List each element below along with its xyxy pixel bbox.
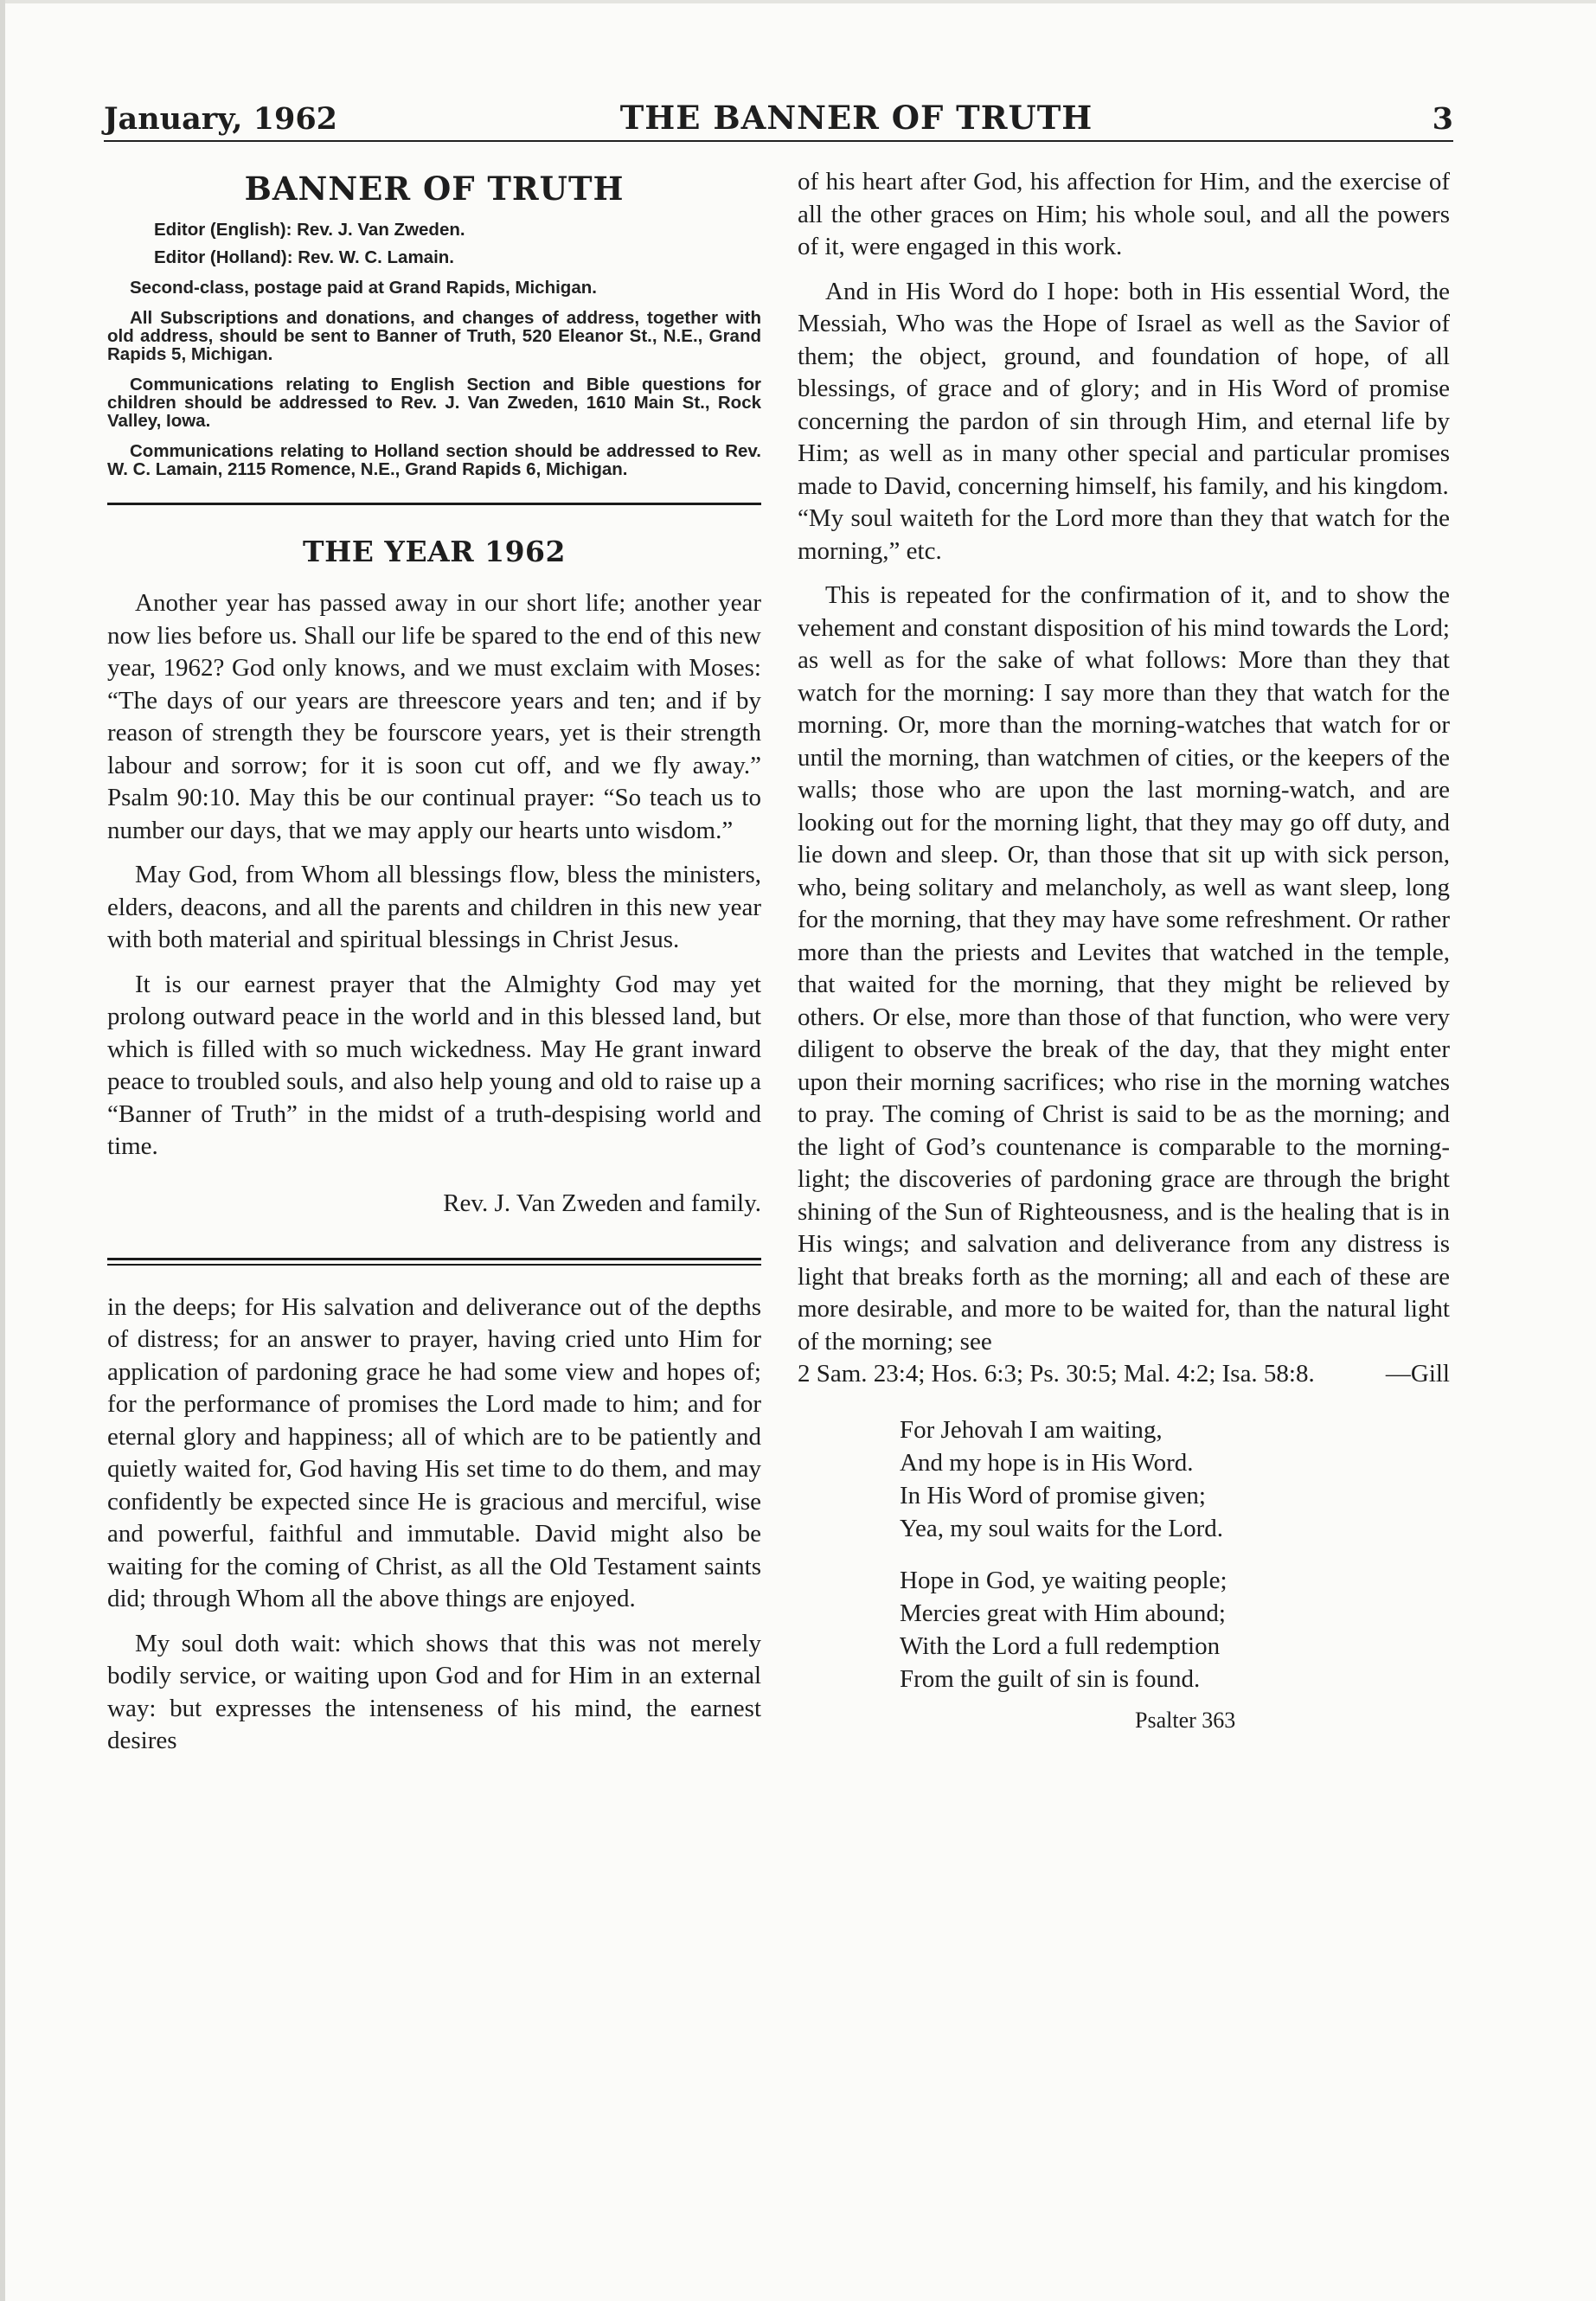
- poem-line: Mercies great with Him abound;: [900, 1599, 1226, 1627]
- commentary-paragraph: This is repeated for the confirmation of it, and to show the vehement and constant disposition of his mind towards the Lord; as well as for the sake of what follows: More than they that watch for the morning: I say more than they that watch for the morning. Or, more than the morning-watches that watch for or until the morning, than watchmen of cities, or the keepers of the walls; those who are upon the last morning-watch, and are looking out for the morning light, that they may go off duty, and lie down and sleep. Or, than those that sit up with sick person, who, being solitary and melancholy, as well as want sleep, long for the morning, that they may have some refreshment. Or rather more than the priests and Levites that watched in the temple, that waited for the morning, that they might be relieved by others. Or else, more than those of that function, who were very diligent to observe the break of the day, that they might enter upon their morning sacrifices; who rise in the morning watches to pray. The coming of Christ is said to be as the morning; and the light of God’s countenance is comparable to the morning-light; the discoveries of pardoning grace are through the bright shining of the Sun of Righteousness, and is the healing that is in His wings; and salvation and deliverance from any distress is light that breaks forth as the morning; all and each of these are more desirable, and more to be waited for, than the natural light of the morning; see: [798, 581, 1450, 1356]
- poem-stanza: [900, 1413, 1450, 1545]
- editor-holland: Editor (Holland): Rev. W. C. Lamain.: [154, 247, 454, 267]
- page-edge: [0, 0, 1596, 3]
- article-paragraph: May God, from Whom all blessings flow, bless the ministers, elders, deacons, and all the parents and children in this new year with both material and spiritual blessings in Christ Jesus.: [107, 861, 761, 953]
- publication-title: THE BANNER OF TRUTH: [619, 99, 1093, 137]
- holland-section-note: Communications relating to Holland section should be addressed to Rev. W. C. Lamain, 2115 Romence, N.E., Grand Rapids 6, Michigan.: [107, 441, 761, 479]
- double-divider: [107, 1258, 761, 1266]
- masthead-title: BANNER OF TRUTH: [244, 170, 625, 208]
- editor-english: Editor (English): Rev. J. Van Zweden.: [154, 220, 465, 240]
- scripture-quote: “My soul waiteth for the Lord more than they that watch for the morning,” etc.: [798, 504, 1450, 565]
- poem-line: With the Lord a full redemption: [900, 1631, 1221, 1660]
- psalter-poem: [900, 1413, 1450, 1695]
- article-paragraph: It is our earnest prayer that the Almighty God may yet prolong outward peace in the world and in this blessed land, but which is filled with so much wickedness. May He grant inward peace to troubled souls, and also help young and old to raise up a “Banner of Truth” in the midst of a truth-despising world and time.: [107, 970, 761, 1160]
- commentary-attribution: [798, 1358, 1450, 1391]
- poem-stanza: [900, 1564, 1450, 1695]
- author-credit: —Gill: [1385, 1360, 1450, 1388]
- poem-line: For Jehovah I am waiting,: [900, 1415, 1163, 1444]
- poem-line: In His Word of promise given;: [900, 1481, 1206, 1509]
- article-title: THE YEAR 1962: [303, 535, 566, 568]
- poem-line: Yea, my soul waits for the Lord.: [900, 1514, 1224, 1542]
- commentary-paragraph: of his heart after God, his affection for Him, and the exercise of all the other graces on Him; his whole soul, and all the powers of it, were engaged in this work.: [798, 168, 1450, 260]
- poem-line: And my hope is in His Word.: [900, 1448, 1194, 1477]
- article-signature: Rev. J. Van Zweden and family.: [443, 1189, 761, 1217]
- issue-date: January, 1962: [104, 101, 338, 137]
- commentary-paragraph: And in His Word do I hope: both in His essential Word, the Messiah, Who was the Hope of Israel as well as the Savior of them; the object, ground, and foundation of hope, of all blessings, of grace and of glory; and in His Word of promise concerning the pardon of sin through Him, and eternal life by Him; as well as in many other special and particular promises made to David, concerning himself, his family, and his kingdom.: [798, 277, 1450, 500]
- postage-note: Second-class, postage paid at Grand Rapids, Michigan.: [130, 278, 597, 298]
- article-paragraph: Another year has passed away in our short life; another year now lies before us. Shall our life be spared to the end of this new year, 1962? God only knows, and we must exclaim with Moses: “The days of our years are threescore years and ten; and if by reason of strength they be fourscore years, yet is their strength labour and sorrow; for it is soon cut off, and we fly away.” Psalm 90:10. May this be our continual prayer: “So teach us to number our days, that we may apply our hearts unto wisdom.”: [107, 589, 761, 844]
- continued-paragraph: in the deeps; for His salvation and deliverance out of the depths of distress; for an answer to prayer, having cried unto Him for application of pardoning grace he had some view and hopes of; for the performance of promises the Lord made to him; and for eternal glory and happiness; all of which are to be patiently and quietly waited for, God having His set time to do them, and may confidently be expected since He is gracious and merciful, wise and powerful, faithful and immutable. David might also be waiting for the coming of Christ, as all the Old Testament saints did; through Whom all the above things are enjoyed.: [107, 1292, 761, 1612]
- poem-line: From the guilt of sin is found.: [900, 1664, 1201, 1693]
- poem-line: Hope in God, ye waiting people;: [900, 1566, 1227, 1594]
- scripture-references: 2 Sam. 23:4; Hos. 6:3; Ps. 30:5; Mal. 4:2; Isa. 58:8.: [798, 1360, 1315, 1388]
- page-number: 3: [1432, 101, 1453, 137]
- subscription-note: All Subscriptions and donations, and changes of address, together with old address, should be sent to Banner of Truth, 520 Eleanor St., N.E., Grand Rapids 5, Michigan.: [107, 308, 761, 364]
- right-column: [798, 166, 1450, 1734]
- running-header: [104, 97, 1453, 142]
- psalter-reference: Psalter 363: [1135, 1707, 1236, 1733]
- english-section-note: Communications relating to English Section and Bible questions for children should be addressed to Rev. J. Van Zweden, 1610 Main St., Rock Valley, Iowa.: [107, 375, 761, 431]
- page-edge-shadow: [0, 0, 5, 2301]
- continued-paragraph: My soul doth wait: which shows that this was not merely bodily service, or waiting upon God and for Him in an external way: but expresses the intenseness of his mind, the earnest desires: [107, 1629, 761, 1754]
- section-divider: [107, 503, 761, 505]
- left-column: [107, 166, 761, 1758]
